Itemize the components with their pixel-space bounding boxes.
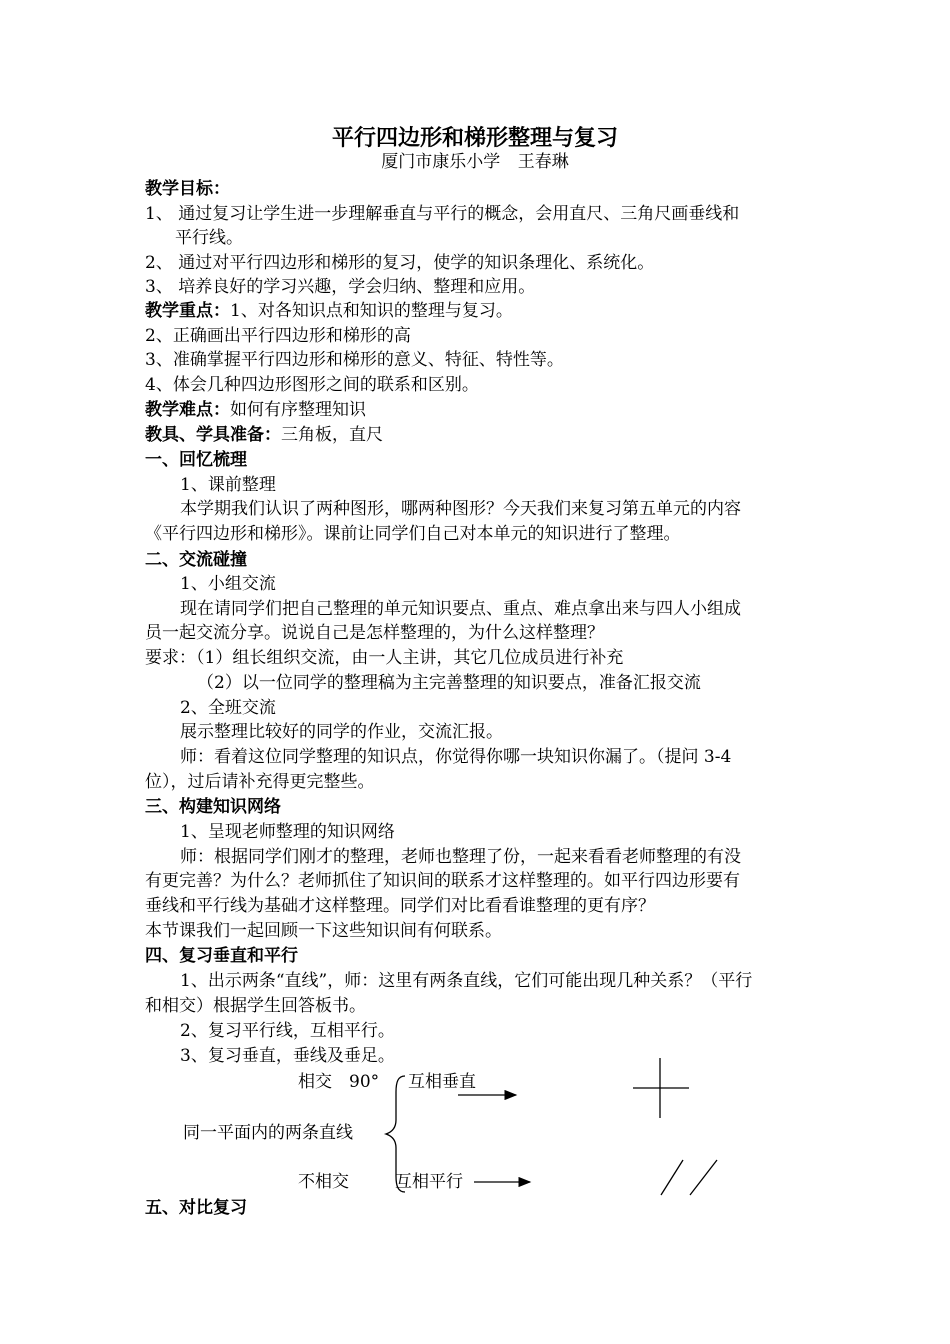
objective-item-1-cont: 平行线。: [175, 228, 243, 248]
section2-sub2: 2、全班交流: [180, 698, 276, 718]
materials-line: [145, 423, 383, 447]
section3-sub1: 1、呈现老师整理的知识网络: [180, 822, 395, 842]
author-line: [0, 150, 950, 174]
section4-item1-line2: 和相交）根据学生回答板书。: [145, 996, 366, 1016]
section4-item1-line1: 1、出示两条“直线”，师：这里有两条直线，它们可能出现几种关系？（平行: [180, 971, 753, 991]
objectives-heading: 教学目标：: [145, 179, 230, 199]
document-title: 平行四边形和梯形整理与复习: [331, 125, 618, 151]
section2-requirement-2: （2）以一位同学的整理稿为主完善整理的知识要点，准备汇报交流: [197, 673, 701, 693]
objective-item-2: 2、 通过对平行四边形和梯形的复习，使学的知识条理化、系统化。: [145, 253, 655, 273]
section4-item3: 3、复习垂直，垂线及垂足。: [180, 1046, 395, 1066]
difficulty-text: 如何有序整理知识: [230, 400, 366, 420]
key-point-1: 1、对各知识点和知识的整理与复习。: [230, 301, 513, 321]
diagram-branch1-angle: 90°: [349, 1072, 380, 1092]
section2-para3-line1: 师：看着这位同学整理的知识点，你觉得你哪一块知识你漏了。（提问 3-4: [180, 747, 732, 767]
objective-item-3: 3、 培养良好的学习兴趣，学会归纳、整理和应用。: [145, 277, 536, 297]
section3-para1-line1: 师：根据同学们刚才的整理，老师也整理了份，一起来看看老师整理的有没: [180, 847, 741, 867]
diagram-branch1-result: 互相垂直: [408, 1072, 476, 1092]
teacher-name: 王春琳: [517, 152, 569, 172]
diagram-root: 同一平面内的两条直线: [183, 1123, 353, 1143]
section3-para1-line3: 垂线和平行线为基础才这样整理。同学们对比看看谁整理的更有序？: [145, 896, 655, 916]
section2-para1-line1: 现在请同学们把自己整理的单元知识要点、重点、难点拿出来与四人小组成: [180, 599, 741, 619]
section3-heading: 三、构建知识网络: [145, 797, 281, 817]
section4-item2: 2、复习平行线，互相平行。: [180, 1021, 395, 1041]
section1-sub1: 1、课前整理: [180, 475, 276, 495]
diagram-branch1-condition: 相交: [298, 1072, 332, 1092]
section5-heading: 五、对比复习: [145, 1198, 247, 1218]
perpendicular-lines-icon: [633, 1058, 689, 1118]
section2-sub1: 1、小组交流: [180, 574, 276, 594]
diagram-branch2-result: 互相平行: [395, 1172, 463, 1192]
section2-requirement-1: 要求：（1）组长组织交流，由一人主讲，其它几位成员进行补充: [145, 648, 624, 668]
section4-heading: 四、复习垂直和平行: [145, 946, 298, 966]
section2-para2: 展示整理比较好的同学的作业，交流汇报。: [180, 722, 503, 742]
key-point-4: 4、体会几种四边形图形之间的联系和区别。: [145, 375, 479, 395]
diagram-branch2-condition: 不相交: [298, 1172, 349, 1192]
key-point-3: 3、准确掌握平行四边形和梯形的意义、特征、特性等。: [145, 350, 564, 370]
section2-para1-line2: 员一起交流分享。说说自己是怎样整理的，为什么这样整理？: [145, 623, 604, 643]
difficulty-line: [145, 398, 366, 422]
key-point-2: 2、正确画出平行四边形和梯形的高: [145, 326, 411, 346]
materials-text: 三角板，直尺: [281, 425, 383, 445]
section3-para2: 本节课我们一起回顾一下这些知识间有何联系。: [145, 921, 502, 941]
objective-item-1: 1、 通过复习让学生进一步理解垂直与平行的概念，会用直尺、三角尺画垂线和: [145, 204, 740, 224]
school-name: 厦门市康乐小学: [381, 152, 501, 172]
section2-para3-line2: 位），过后请补充得更完整些。: [145, 772, 375, 792]
section1-para1-line2: 《平行四边形和梯形》。课前让同学们自己对本单元的知识进行了整理。: [145, 524, 681, 544]
section1-para1-line1: 本学期我们认识了两种图形，哪两种图形？今天我们来复习第五单元的内容: [180, 499, 741, 519]
materials-heading: 教具、学具准备：: [145, 425, 281, 445]
key-points-heading: 教学重点：: [145, 301, 230, 321]
section1-heading: 一、回忆梳理: [145, 450, 247, 470]
parallel-lines-icon: [661, 1160, 717, 1195]
section3-para1-line2: 有更完善？为什么？老师抓住了知识间的联系才这样整理的。如平行四边形要有: [145, 871, 740, 891]
key-points-line: [145, 299, 513, 323]
section2-heading: 二、交流碰撞: [145, 550, 247, 570]
difficulty-heading: 教学难点：: [145, 400, 230, 420]
